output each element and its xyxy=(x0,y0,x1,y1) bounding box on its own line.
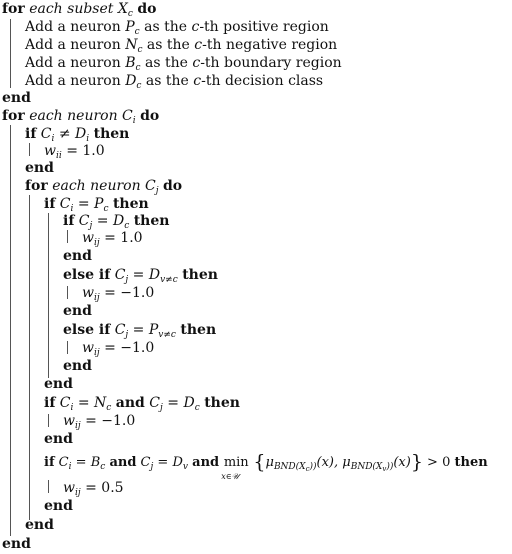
block-rule xyxy=(48,213,49,378)
add-neuron-line: Add a neuron $N_c$ as the c-th negative region xyxy=(25,37,338,55)
block-rule xyxy=(29,195,30,520)
for-neuron-j-line: for each neuron $C_j$ do xyxy=(25,178,183,196)
block-rule xyxy=(48,480,49,493)
add-neuron-line: Add a neuron $D_c$ as the c-th decision class xyxy=(25,73,324,91)
for-neuron-i-line: for each neuron $C_i$ do xyxy=(2,108,160,126)
end-line: end xyxy=(44,376,73,392)
assign-wij-line: $w_{ij} = 1.0$ xyxy=(82,230,143,248)
add-neuron-line: Add a neuron $B_c$ as the c-th boundary region xyxy=(25,55,342,73)
end-line: end xyxy=(25,517,54,533)
min-subscript: x∈𝒰 xyxy=(221,472,239,481)
end-line: end xyxy=(44,498,73,514)
assign-wij-line: $w_{ij} = -1.0$ xyxy=(82,285,155,303)
if-bc-and-dv-line: if $C_i = B_c$ and $C_j = D_v$ and min x∈𝒰 {$\mu_{BND(X_c))}(x)$, $\mu_{BND(X_v))}(x)\} > 0$ then xyxy=(44,453,488,472)
else-if-pv-line: else if $C_j = P_{v\ne c}$ then xyxy=(63,322,217,340)
assign-wij-line: $w_{ij} = -1.0$ xyxy=(82,340,155,358)
for-subset-line: for each subset $X_c$ do xyxy=(2,1,157,19)
assign-wij-line: $w_{ij} = -1.0$ xyxy=(63,413,136,431)
add-neuron-line: Add a neuron $P_c$ as the c-th positive region xyxy=(25,19,329,37)
if-nc-and-dc-line: if $C_i = N_c$ and $C_j = D_c$ then xyxy=(44,395,240,413)
end-line: end xyxy=(44,431,73,447)
min-operator: min x∈𝒰 xyxy=(223,454,249,472)
else-if-dv-line: else if $C_j = D_{v\ne c}$ then xyxy=(63,267,218,285)
block-rule xyxy=(67,286,68,299)
block-rule xyxy=(48,414,49,427)
if-ci-eq-pc-line: if $C_i = P_c$ then xyxy=(44,196,149,214)
end-line: end xyxy=(63,358,92,374)
block-rule xyxy=(29,143,30,156)
assign-wij-line: $w_{ij} = 0.5$ xyxy=(63,480,124,498)
if-cj-eq-dc-line: if $C_j = D_c$ then xyxy=(63,213,170,231)
block-rule xyxy=(67,230,68,243)
block-rule xyxy=(67,341,68,354)
end-line: end xyxy=(25,160,54,176)
end-line: end xyxy=(2,90,31,106)
end-line: end xyxy=(63,248,92,264)
assign-wii-line: $w_{ii} = 1.0$ xyxy=(44,143,105,161)
block-rule xyxy=(10,125,11,536)
end-line: end xyxy=(63,303,92,319)
block-rule xyxy=(10,19,11,88)
if-ci-ne-di-line: if $C_i \ne D_i$ then xyxy=(25,126,130,144)
end-line: end xyxy=(2,536,31,552)
